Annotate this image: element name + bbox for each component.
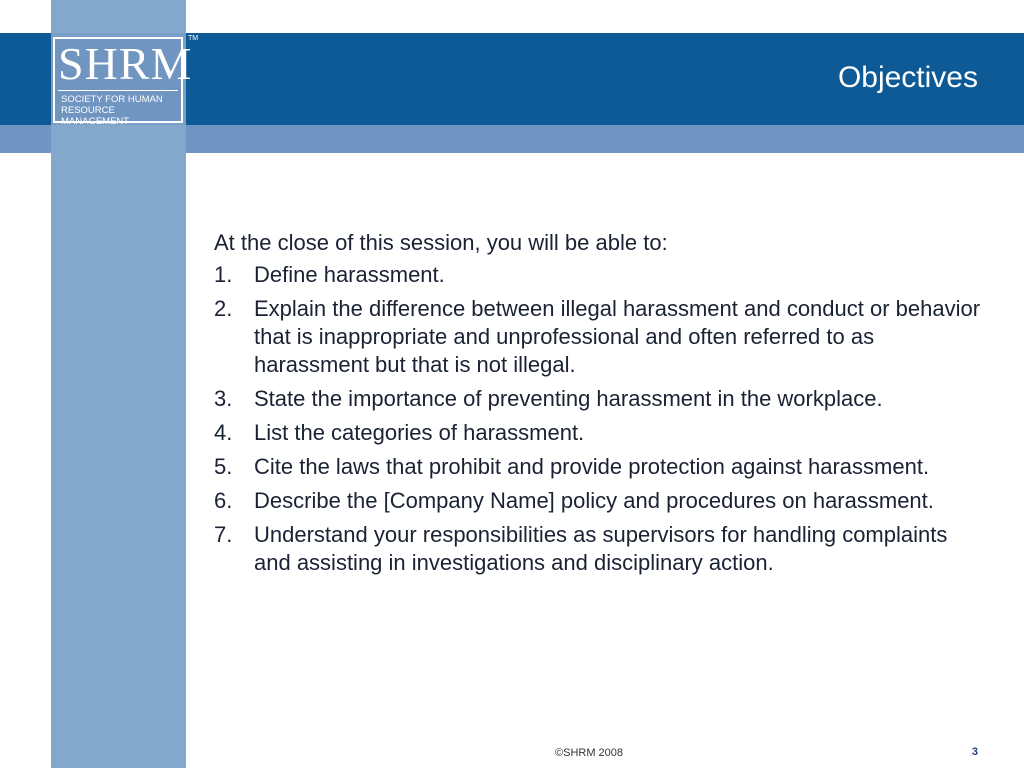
objective-number: 3. [214,386,233,411]
intro-text: At the close of this session, you will be able to: [214,230,668,255]
objective-item [214,521,984,577]
objective-text: Cite the laws that prohibit and provide protection against harassment. [254,454,930,479]
shrm-logo [51,33,199,127]
objective-item [214,261,984,289]
logo-tagline [61,94,181,127]
objective-item [214,419,984,447]
objective-number: 1. [214,262,233,287]
objective-number: 7. [214,522,233,547]
objective-text: Describe the [Company Name] policy and procedures on harassment. [254,488,934,513]
logo-tagline-line1: SOCIETY FOR HUMAN [61,94,163,105]
objectives-list [214,261,984,577]
objective-number: 6. [214,488,233,513]
objective-item [214,295,984,379]
objective-text: List the categories of harassment. [254,420,585,445]
objective-item [214,453,984,481]
objective-text: Understand your responsibilities as supervisors for handling complaints and assisting in investigations and disciplinary action. [254,522,948,575]
objective-number: 4. [214,420,233,445]
objective-number: 2. [214,296,233,321]
objective-text: Define harassment. [254,262,445,287]
objective-text: State the importance of preventing harassment in the workplace. [254,386,883,411]
page-number: 3 [971,746,978,758]
slide-title: Objectives [837,61,978,94]
slide-content [214,229,984,583]
logo-box [53,37,193,127]
objective-number: 5. [214,454,233,479]
logo-mark: SHRM [58,38,193,89]
trademark-symbol: TM [188,35,199,42]
footer-copyright: ©SHRM 2008 [555,747,624,759]
objective-item [214,487,984,515]
logo-divider [58,90,178,91]
logo-tagline-line2: RESOURCE MANAGEMENT [61,105,130,127]
objective-text: Explain the difference between illegal harassment and conduct or behavior that is inappropriate and unprofessional and often referred to as harassment but that is not illegal. [254,296,981,377]
objective-item [214,385,984,413]
